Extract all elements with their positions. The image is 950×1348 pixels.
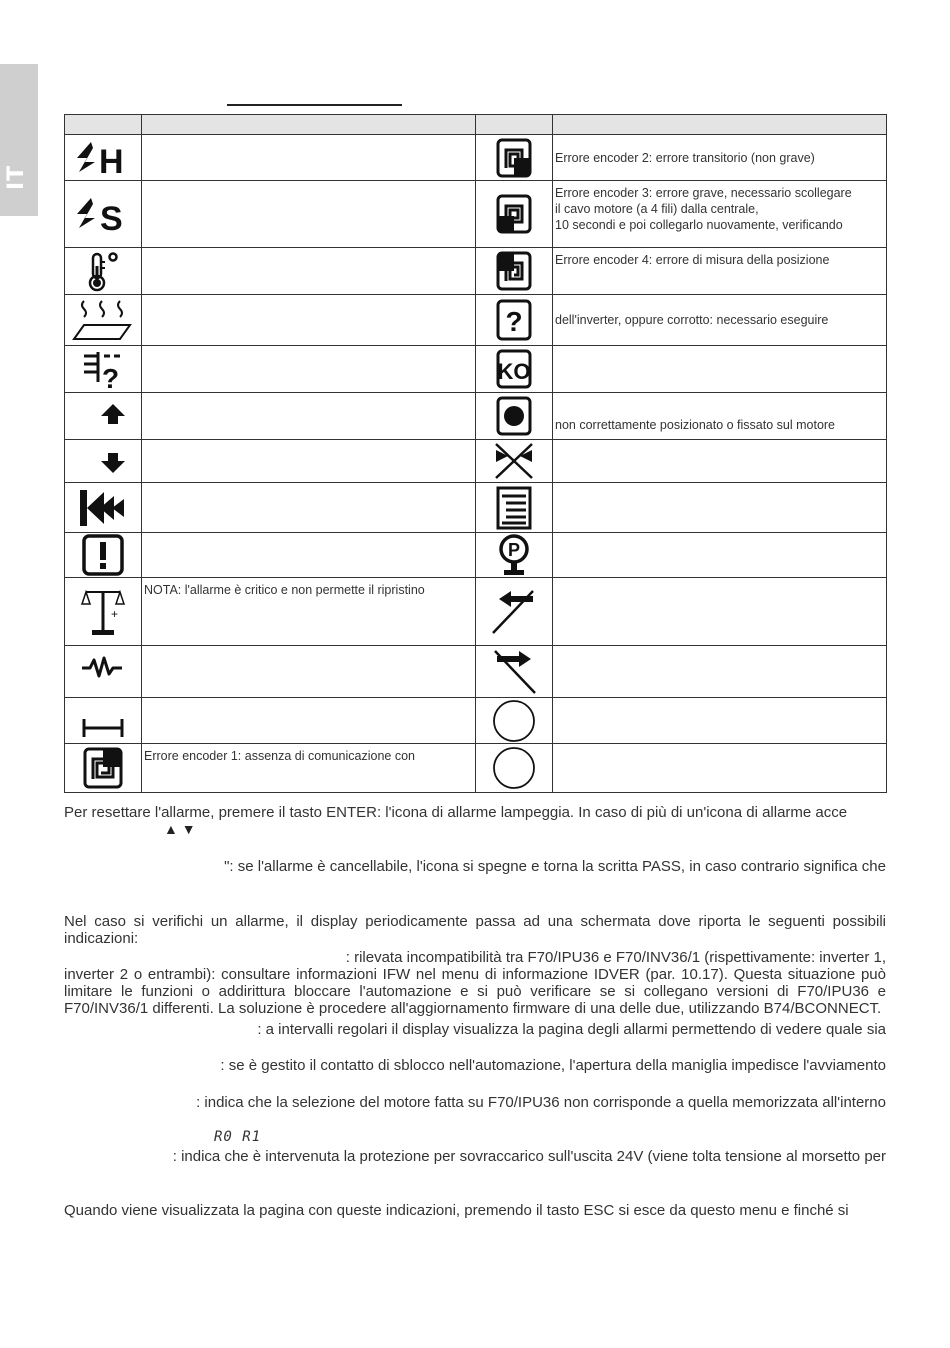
encoder-1-icon <box>65 744 142 793</box>
pass-paragraph: ": se l'allarme è cancellabile, l'icona si spegne e torna la scritta PASS, in caso contrario significa che <box>224 858 886 875</box>
alarm-description <box>553 533 887 578</box>
table-row <box>65 393 887 440</box>
alarm-description <box>142 248 476 295</box>
overload-paragraph: : indica che è intervenuta la protezione per sovraccarico sull'uscita 24V (viene tolta tensione al morsetto per <box>172 1148 886 1165</box>
svg-text:?: ? <box>102 363 120 390</box>
alarm-description <box>553 346 887 393</box>
s-lightning-icon <box>65 181 142 248</box>
alarm-description <box>142 483 476 533</box>
reset-paragraph: Per resettare l'allarme, premere il tasto ENTER: l'icona di allarme lampeggia. In caso di più di un'icona di allarme acce <box>64 804 848 821</box>
table-row <box>65 248 887 295</box>
encoder-4-icon <box>476 248 553 295</box>
table-header-row <box>65 115 887 135</box>
table-row <box>65 440 887 483</box>
language-tab <box>0 64 38 216</box>
table-row <box>65 533 887 578</box>
memory-list-icon <box>476 483 553 533</box>
ifw-paragraph: inverter 2 o entrambi): consultare informazioni IFW nel menu di informazione IDVER (par. 10.17). Questa situazione può limitare le funzioni o addirittura bloccare l'automazione e si può verificare se si collegano versioni di F70/IPU36 e F70/INV36/1 differenti. La soluzione è procedere all'aggiornamento firmware di una delle due, utilizzando B74/BCONNECT. <box>64 966 886 1017</box>
alarm-description: Errore encoder 2: errore transitorio (non grave) <box>553 135 887 181</box>
svg-text:KO: KO <box>497 359 531 384</box>
encoder-2-icon <box>476 135 553 181</box>
svg-text:+: + <box>111 606 119 621</box>
alarm-description <box>142 295 476 346</box>
svg-text:H: H <box>99 142 124 178</box>
alarm-description <box>142 440 476 483</box>
balance-icon <box>65 578 142 646</box>
table-row <box>65 698 887 744</box>
table-row <box>65 646 887 698</box>
alarm-description <box>553 646 887 698</box>
alarm-description <box>553 440 887 483</box>
alarm-description: dell'inverter, oppure corrotto: necessario eseguire <box>553 295 887 346</box>
alarm-description: Errore encoder 4: errore di misura della posizione <box>553 248 887 295</box>
crossed-triangles-icon <box>476 440 553 483</box>
arrow-down-icon <box>65 440 142 483</box>
alarm-description <box>142 698 476 744</box>
alarm-description <box>142 181 476 248</box>
table-row <box>65 135 887 181</box>
heating-icon <box>65 295 142 346</box>
svg-text:P: P <box>507 540 521 560</box>
description-line: 10 secondi e poi collegarlo nuovamente, verificando <box>555 218 843 232</box>
h-lightning-icon <box>65 135 142 181</box>
alarm-description: Errore encoder 1: assenza di comunicazione con <box>142 744 476 793</box>
table-row <box>65 578 887 646</box>
parking-icon <box>476 533 553 578</box>
language-label: IT <box>4 164 29 190</box>
arrow-up-icon <box>65 393 142 440</box>
width-icon <box>65 698 142 744</box>
segment-display-text: R0 R1 <box>214 1129 262 1145</box>
table-row <box>65 181 887 248</box>
motor-paragraph: : indica che la selezione del motore fatta su F70/IPU36 non corrisponde a quella memorizzata all'interno <box>196 1094 886 1111</box>
alarm-description <box>553 578 887 646</box>
unlock-paragraph: : se è gestito il contatto di sblocco nell'automazione, l'apertura della maniglia impedisce l'avviamento <box>220 1057 886 1074</box>
alarm-description: NOTA: l'allarme è critico e non permette il ripristino <box>142 578 476 646</box>
table-row <box>65 483 887 533</box>
svg-text:?: ? <box>505 306 523 337</box>
question-box-icon <box>476 295 553 346</box>
alarm-description <box>142 346 476 393</box>
esc-paragraph: Quando viene visualizzata la pagina con queste indicazioni, premendo il tasto ESC si esce da questo menu e finché si <box>64 1202 849 1219</box>
alarm-description <box>142 393 476 440</box>
up-down-arrows-icon: ▲ ▼ <box>164 821 196 837</box>
description-line: Errore encoder 3: errore grave, necessario scollegare <box>555 186 852 200</box>
diagonal-arrow-right-icon <box>476 646 553 698</box>
alarm-description <box>142 646 476 698</box>
ifw-paragraph-first-line: : rilevata incompatibilità tra F70/IPU36 e F70/INV36/1 (rispettivamente: inverter 1, <box>345 949 886 966</box>
diagonal-arrow-left-icon <box>476 578 553 646</box>
circle-icon <box>476 744 553 793</box>
alarm-description <box>553 181 887 248</box>
io-question-icon <box>65 346 142 393</box>
heading-underline <box>227 104 402 106</box>
alarm-description <box>142 533 476 578</box>
table-row <box>65 346 887 393</box>
alarm-icons-table <box>64 114 887 793</box>
ko-icon <box>476 346 553 393</box>
intro-paragraph: Nel caso si verifichi un allarme, il display periodicamente passa ad una schermata dove riporta le seguenti possibili indicazioni: <box>64 913 886 947</box>
alarm-description: non correttamente posizionato o fissato sul motore <box>553 393 887 440</box>
exclamation-box-icon <box>65 533 142 578</box>
magnet-dot-icon <box>476 393 553 440</box>
alarm-description <box>553 483 887 533</box>
intervals-paragraph: : a intervalli regolari il display visualizza la pagina degli allarmi permettendo di vedere quale sia <box>257 1021 886 1038</box>
circle-icon <box>476 698 553 744</box>
encoder-3-icon <box>476 181 553 248</box>
alarm-description <box>142 135 476 181</box>
table-row <box>65 744 887 793</box>
alarm-description <box>553 744 887 793</box>
description-line: il cavo motore (a 4 fili) dalla centrale, <box>555 202 759 216</box>
table-row <box>65 295 887 346</box>
svg-text:S: S <box>100 200 123 236</box>
waveform-icon <box>65 646 142 698</box>
thermometer-icon <box>65 248 142 295</box>
alarm-description <box>553 698 887 744</box>
rewind-icon <box>65 483 142 533</box>
